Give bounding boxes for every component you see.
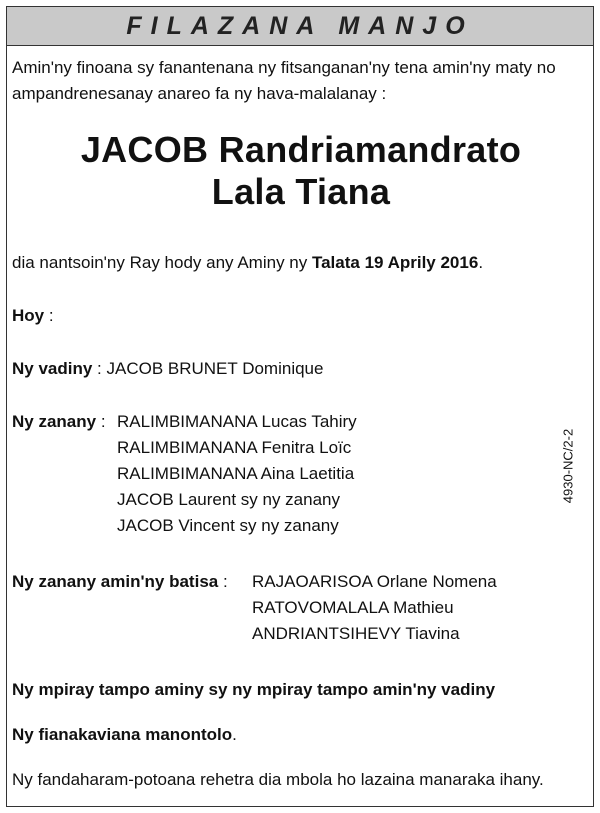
- hoy-suffix: :: [44, 306, 54, 325]
- spouse-label: Ny vadiny: [12, 359, 93, 378]
- list-item: ANDRIANTSIHEVY Tiavina: [252, 624, 460, 643]
- family-line: [12, 722, 237, 748]
- list-item: JACOB Laurent sy ny zanany: [117, 490, 341, 509]
- intro-text: Amin'ny finoana sy fanantenana ny fitsanganan'ny tena amin'ny maty no ampandrenesanay anareo fa ny hava-malalanay :: [12, 58, 556, 103]
- death-suffix: .: [478, 253, 484, 272]
- siblings-line: Ny mpiray tampo aminy sy ny mpiray tampo amin'ny vadiny: [12, 680, 496, 699]
- list-item: RALIMBIMANANA Lucas Tahiry: [117, 412, 357, 431]
- list-item: RAJAOARISOA Orlane Nomena: [252, 572, 497, 591]
- list-item: JACOB Vincent sy ny zanany: [117, 516, 339, 535]
- list-item: RALIMBIMANANA Aina Laetitia: [117, 464, 355, 483]
- list-item: RATOVOMALALA Mathieu: [252, 598, 454, 617]
- death-date: Talata 19 Aprily 2016: [311, 253, 479, 272]
- deceased-name-line2: Lala Tiana: [211, 171, 391, 212]
- notice-title: FILAZANA MANJO: [126, 11, 474, 40]
- deceased-name: [7, 129, 595, 213]
- family-text: Ny fianakaviana manontolo: [12, 725, 233, 744]
- godchildren-list: [252, 569, 497, 647]
- children-sep: :: [96, 412, 106, 431]
- list-item: RALIMBIMANANA Fenitra Loïc: [117, 438, 352, 457]
- children-label: Ny zanany: [12, 412, 97, 431]
- obituary-notice: [6, 6, 594, 807]
- spouse-line: [12, 356, 323, 382]
- godchildren-label-line: [12, 569, 228, 595]
- reference-code: 4930-NC/2-2: [560, 428, 576, 504]
- deceased-name-line1: JACOB Randriamandrato: [80, 129, 522, 170]
- godchildren-label: Ny zanany amin'ny batisa: [12, 572, 219, 591]
- death-prefix: dia nantsoin'ny Ray hody any Aminy ny: [12, 253, 312, 272]
- notice-header: [7, 7, 593, 46]
- spouse-name: JACOB BRUNET Dominique: [106, 359, 324, 378]
- children-label-line: [12, 409, 106, 435]
- closing-line: Ny fandaharam-potoana rehetra dia mbola ho lazaina manaraka ihany.: [12, 770, 544, 789]
- hoy-label: Hoy: [12, 306, 45, 325]
- spouse-sep: :: [92, 359, 107, 378]
- godchildren-sep: :: [218, 572, 228, 591]
- death-date-line: [12, 250, 483, 276]
- hoy-line: [12, 303, 54, 329]
- children-list: [117, 409, 357, 539]
- family-suffix: .: [232, 725, 237, 744]
